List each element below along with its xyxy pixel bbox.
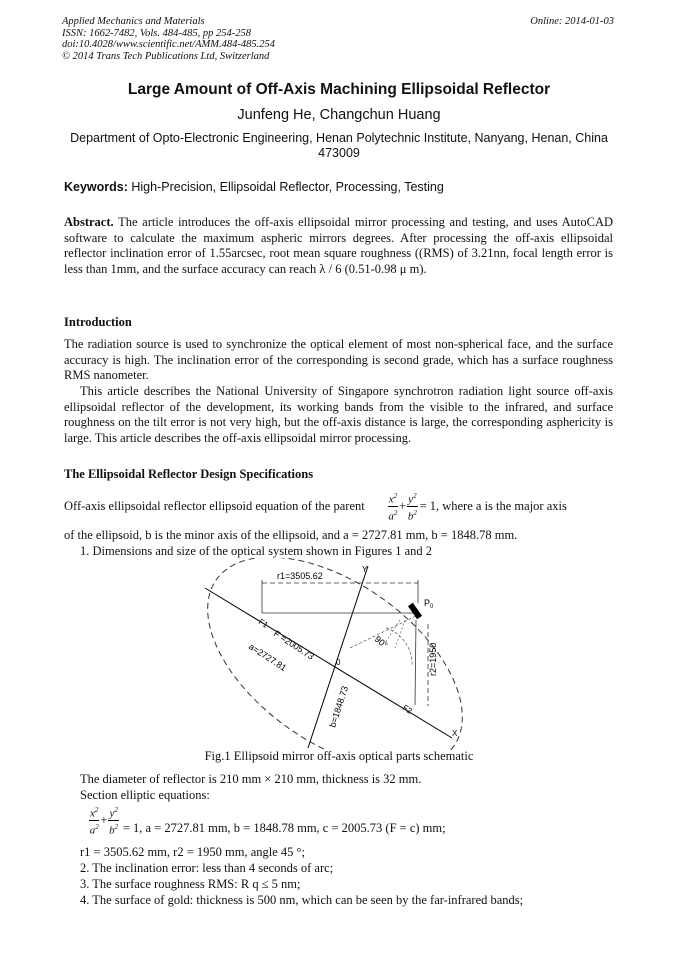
issn: ISSN: 1662-7482, Vols. 484-485, pp 254-258 — [62, 27, 251, 39]
section-equation: $\frac{x^2}{a^2}$ + $\frac{y^2}{b^2}$ = 1, a = 2727.81 mm, b = 1848.78 mm, c = 2005.73 (F = c) mm; — [89, 806, 446, 837]
keywords-label: Keywords: — [64, 180, 128, 194]
label-origin: 0 — [336, 658, 341, 667]
p0-to-f2-line — [415, 620, 416, 705]
fraction-x2-a2: $\frac{x^2}{a^2}$ — [388, 492, 398, 523]
paper-title: Large Amount of Off-Axis Machining Ellipsoidal Reflector — [127, 81, 551, 98]
item-4: 4. The surface of gold: thickness is 500 nm, which can be seen by the far-infrared bands; — [80, 893, 524, 907]
plus-sign: + — [399, 498, 407, 513]
intro-paragraph-1: The radiation source is used to synchronize the optical element of most non-spherical face, and the surface accuracy is high. The inclination error of the corresponding is second grade, which has a surface roughness RMS nanometer. — [64, 337, 613, 382]
section-label: Section elliptic equations: — [80, 788, 210, 802]
copyright: © 2014 Trans Tech Publications Ltd, Switzerland — [62, 50, 270, 62]
intro-paragraph-2: This article describes the National University of Singapore synchrotron radiation light source off-axis ellipsoidal reflector of the development, its working bands from the visible to the infrared, and surface roughness on the tilt error is not very high, but the off-axis distance is large, the corresponding asphericity is large. This article describes the off-axis ellipsoidal mirror processing. — [64, 384, 613, 445]
label-p0: $P_0$ — [424, 598, 434, 610]
affiliation: Department of Opto-Electronic Engineering, Henan Polytechnic Institute, Nanyang, Henan, China 473009 — [70, 131, 608, 160]
figure-caption: Fig.1 Ellipsoid mirror off-axis optical parts schematic — [204, 749, 474, 763]
eq-pre: Off-axis ellipsoidal reflector ellipsoid equation of the parent — [64, 498, 365, 513]
label-r1: r1=3505.62 — [277, 571, 323, 581]
label-x: X — [452, 729, 458, 738]
label-angle: 90° — [372, 633, 390, 651]
journal-name: Applied Mechanics and Materials — [62, 16, 205, 27]
ellipsoid-equation-line — [64, 490, 613, 522]
eq-post: = 1, where a is the major axis — [419, 498, 567, 513]
diameter-line: The diameter of reflector is 210 mm × 210 mm, thickness is 32 mm. — [80, 772, 422, 786]
abstract-text: The article introduces the off-axis ellipsoidal mirror processing and testing, and uses AutoCAD software to calculate the maximum aspheric mirrors degrees. After processing the off-axis ellipsoidal reflector inclination error of 1.55arcsec, root mean square roughness ((RMS) of 3.21nn, focal length error is less than 1mm, and the surface accuracy can reach λ / 6 (0.51-0.98 μ m). — [64, 215, 613, 276]
online-date: Online: 2014-01-03 — [530, 16, 614, 27]
design-heading: The Ellipsoidal Reflector Design Specifications — [64, 467, 314, 481]
label-f1: F1 — [256, 617, 270, 630]
ellipsoid-figure — [190, 558, 480, 750]
label-f2: F2 — [400, 703, 414, 716]
label-focal: F =2005.73 — [271, 628, 316, 662]
angle-arc — [386, 628, 412, 666]
item-3: 3. The surface roughness RMS: R q ≤ 5 nm; — [80, 877, 301, 891]
intro-heading: Introduction — [64, 315, 132, 329]
radius-line: r1 = 3505.62 mm, r2 = 1950 mm, angle 45 °; — [80, 845, 305, 859]
paper-authors: Junfeng He, Changchun Huang — [237, 107, 441, 123]
journal-header — [62, 16, 275, 62]
section-eq-post: = 1, a = 2727.81 mm, b = 1848.78 mm, c = 2005.73 (F = c) mm; — [122, 820, 446, 835]
keywords-text: High-Precision, Ellipsoidal Reflector, Processing, Testing — [127, 180, 444, 194]
fraction-x2-a2-2: $\frac{x^2}{a^2}$ — [89, 806, 99, 837]
abstract-label: Abstract. — [64, 215, 114, 229]
eq-continuation: of the ellipsoid, b is the minor axis of the ellipsoid, and a = 2727.81 mm, b = 1848.78 mm. — [64, 528, 518, 542]
item-2: 2. The inclination error: less than 4 seconds of arc; — [80, 861, 334, 875]
keywords — [64, 180, 444, 194]
abstract — [64, 215, 613, 277]
label-y: Y — [362, 565, 368, 574]
item-1: 1. Dimensions and size of the optical system shown in Figures 1 and 2 — [80, 544, 433, 558]
label-r2: r2=1950 — [428, 642, 438, 676]
doi: doi:10.4028/www.scientific.net/AMM.484-485.254 — [62, 39, 275, 50]
fraction-y2-b2: $\frac{y^2}{b^2}$ — [407, 492, 417, 523]
label-b: b=1848.73 — [327, 684, 351, 729]
label-a: a=2727.81 — [246, 641, 289, 673]
fraction-y2-b2-2: $\frac{y^2}{b^2}$ — [109, 806, 119, 837]
